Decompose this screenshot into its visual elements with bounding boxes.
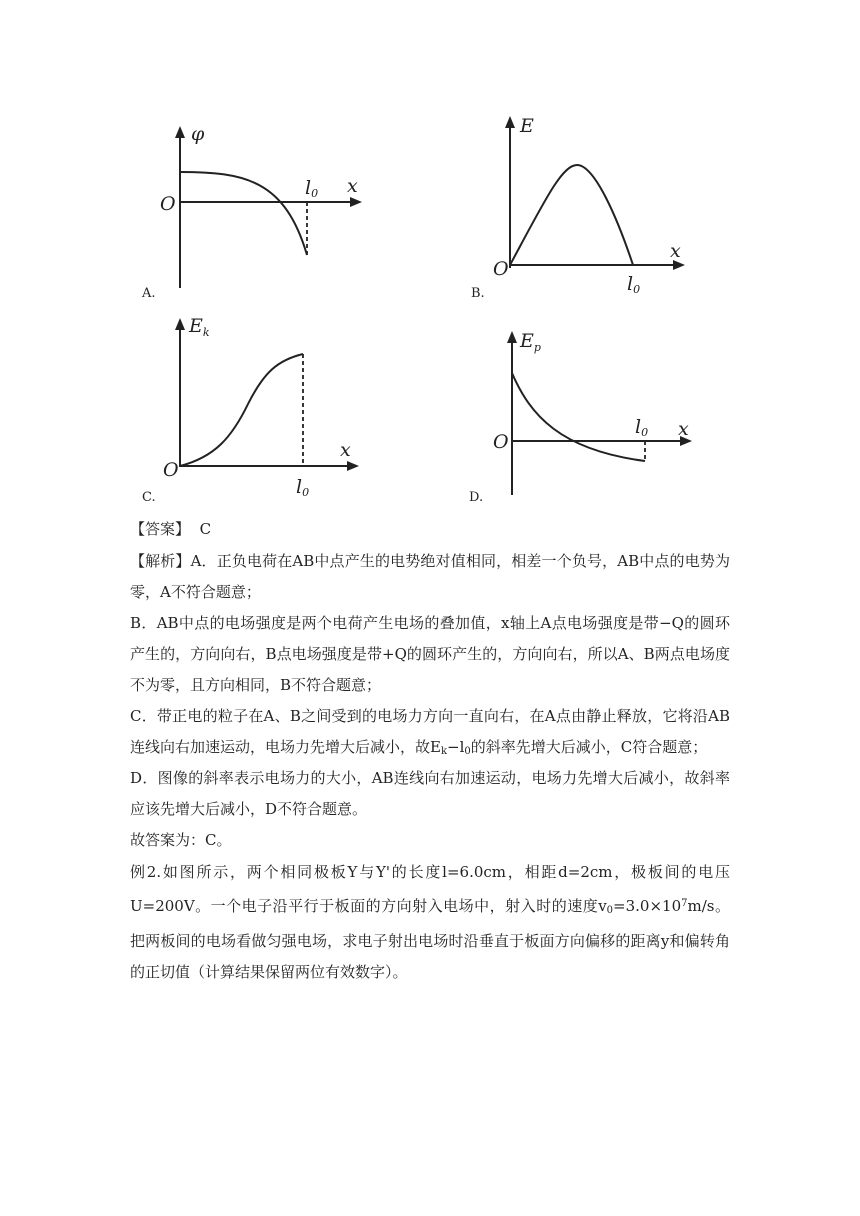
option-a-label: A.: [142, 286, 156, 301]
analysis-d: D．图像的斜率表示电场力的大小，AB连线向右加速运动，电场力先增大后减小，故斜率应该先增大后减小，D不符合题意。: [130, 769, 730, 818]
l0-label: l0: [305, 177, 319, 200]
origin-label: O: [493, 258, 509, 280]
analysis-c: C．带正电的粒子在A、B之间受到的电场力方向一直向右，在A点由静止释放，它将沿AB连线向右加速运动，电场力先增大后减小，故Ek−l0的斜率先增大后减小，C符合题意；: [130, 707, 730, 757]
l0-label: l0: [627, 273, 641, 296]
origin-label: O: [493, 431, 509, 453]
y-axis-label: $E_k$: [189, 315, 210, 339]
y-axis-arrow: [507, 331, 517, 343]
graph-a-svg: [155, 120, 375, 290]
e-curve: [510, 165, 633, 265]
option-c-label: C.: [142, 490, 156, 505]
graph-b-svg: [490, 110, 710, 295]
l0-label: l0: [296, 476, 310, 499]
x-axis-label: x: [347, 175, 358, 197]
graph-a: [155, 120, 375, 290]
analysis-a-text: A．正负电荷在AB中点产生的电势绝对值相同，相差一个负号，AB中点的电势为零，A不符合题意；: [130, 552, 730, 601]
l0-label: l0: [635, 416, 649, 439]
analysis-b: B．AB中点的电场强度是两个电荷产生电场的叠加值，x轴上A点电场强度是带−Q的圆环产生的，方向向右，B点电场强度是带+Q的圆环产生的，方向向右，所以A、B两点电场度不为零，且方向相同，B不符合题意；: [130, 614, 730, 694]
graph-c-svg: [160, 312, 380, 502]
x-axis-label: x: [340, 439, 351, 461]
x-axis-label: x: [670, 240, 681, 262]
y-axis-arrow: [505, 116, 515, 128]
answer-value: C: [199, 520, 212, 538]
graph-d: [490, 325, 710, 500]
graph-b: [490, 110, 710, 295]
option-d-label: D.: [469, 490, 484, 505]
origin-label: O: [163, 459, 179, 481]
option-b-label: B.: [471, 286, 485, 301]
y-axis-arrow: [175, 318, 185, 330]
answer-line: [130, 514, 211, 544]
y-axis-label: $E_p$: [520, 330, 541, 354]
ek-curve: [180, 354, 303, 466]
y-axis-arrow: [175, 126, 185, 138]
x-axis-arrow: [350, 197, 362, 207]
graph-c: [160, 312, 380, 502]
analysis-a: [130, 546, 730, 608]
example-2: 例2.如图所示，两个相同极板Y与Y'的长度l=6.0cm，相距d=2cm，极板间的电压U=200V。一个电子沿平行于板面的方向射入电场中，射入时的速度$v0=3.0\times 10^7m/s$。把两板间的电场看做匀强电场，求电子射出电场时沿垂直于板面方向偏移的距离y和偏转角的正切值（计算结果保留两位有效数字）。: [130, 863, 730, 981]
y-axis-label: E: [520, 115, 534, 137]
ep-curve: [512, 373, 645, 461]
y-axis-label: φ: [191, 123, 205, 145]
x-axis-arrow: [347, 461, 359, 471]
graph-d-svg: [490, 325, 710, 500]
analysis-conclusion: 故答案为：C。: [130, 831, 232, 849]
answer-label: 【答案】: [130, 520, 191, 538]
analysis-label: 【解析】: [130, 552, 191, 570]
phi-curve: [180, 172, 307, 255]
origin-label: O: [160, 193, 176, 215]
x-axis-label: x: [678, 418, 689, 440]
